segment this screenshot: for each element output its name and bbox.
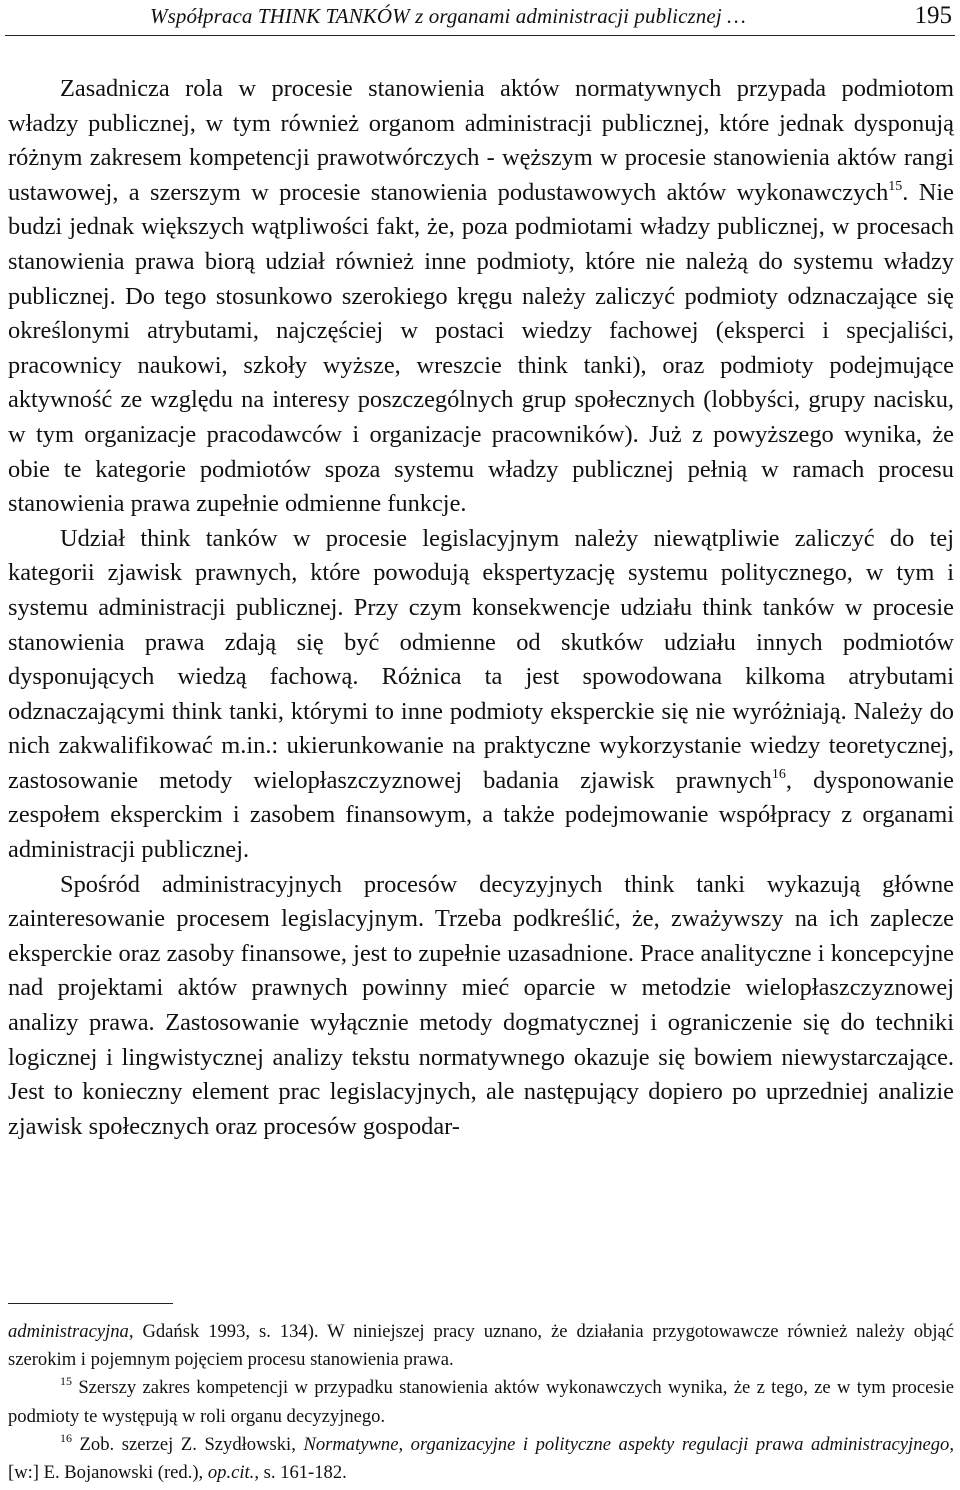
footnote-16-text-a: Zob. szerzej Z. Szydłowski, (72, 1433, 304, 1455)
footnote-continuation (8, 1318, 954, 1374)
main-text (8, 72, 954, 1144)
footnote-16-title: Normatywne, organizacyjne i polityczne aspekty regulacji prawa administracyjnego, (303, 1433, 954, 1455)
footnote-15 (8, 1374, 954, 1430)
footnote-ref-15[interactable]: 15 (888, 178, 903, 194)
paragraph-2-text-a: Udział think tanków w procesie legislacyjnym należy niewątpliwie zaliczyć do tej kategorii zjawisk prawnych, które powodują ekspertyzację systemu politycznego, w tym i systemu administracji publicznej. Przy czym konsekwencje udziału think tanków w procesie stanowienia prawa zdają się być odmienne od skutków udziału innych podmiotów dysponujących wiedzą fachową. Różnica ta jest spowodowana kilkoma atrybutami odznaczającymi think tanki, którymi to inne podmioty eksperckie się nie wyróżniają. Należy do nich zakwalifikować m.in.: ukierunkowanie na praktyczne wykorzystanie wiedzy teoretycznej, zastosowanie metody wielopłaszczyznowej badania zjawisk prawnych (8, 524, 954, 794)
footnote-15-text: Szerszy zakres kompetencji w przypadku stanowienia aktów wykonawczych wynika, że z tego, ze w tym procesie podmioty te występują w roli organu decyzyjnego. (8, 1377, 954, 1427)
paragraph-1 (8, 72, 954, 522)
header-rule (5, 35, 955, 36)
footnote-separator (8, 1303, 173, 1304)
paragraph-3: Spośród administracyjnych procesów decyzyjnych think tanki wykazują główne zainteresowanie procesem legislacyjnym. Trzeba podkreślić, że, zważywszy na ich zaplecze eksperckie oraz zasoby finansowe, jest to zupełnie uzasadnione. Prace analityczne i koncepcyjne nad projektami aktów prawnych powinny mieć oparcie w metodzie wielopłaszczyznowej analizy prawa. Zastosowanie wyłącznie metody dogmatycznej i ograniczenie się do techniki logicznej i lingwistycznej analizy tekstu normatywnego okazuje się bowiem niewystarczające. Jest to konieczny element prac legislacyjnych, ale następujący dopiero po uprzedniej analizie zjawisk społecznych oraz procesów gospodar- (8, 870, 954, 1140)
running-header (0, 0, 960, 38)
footnote-ref-16[interactable]: 16 (771, 766, 786, 782)
footnote-continuation-italic: administracyjna, (8, 1321, 134, 1342)
footnote-16-number: 16 (60, 1430, 72, 1445)
footnote-16-text-b: [w:] E. Bojanowski (red.), (8, 1462, 208, 1484)
footnote-16-text-c: , s. 161-182. (254, 1462, 347, 1484)
paragraph-2 (8, 522, 954, 868)
running-title: Współpraca THINK TANKÓW z organami administracji publicznej … (150, 4, 746, 28)
paragraph-1-text-b: . Nie budzi jednak większych wątpliwości fakt, że, poza podmiotami władzy publicznej, w procesach stanowienia prawa biorą udział również inne podmioty, które nie należą do systemu władzy publicznej. Do tego stosunkowo szerokiego kręgu należy zaliczyć podmioty odznaczające się określonymi atrybutami, najczęściej w postaci wiedzy fachowej (eksperci i specjaliści, pracownicy naukowi, szkoły wyższe, wreszcie think tanki), oraz podmioty podejmujące aktywność ze względu na interesy poszczególnych grup społecznych (lobbyści, grupy nacisku, w tym organizacje pracodawców i organizacje pracowników). Już z powyższego wynika, że obie te kategorie podmiotów spoza systemu władzy publicznej pełnią w ramach procesu stanowienia prawa zupełnie odmienne funkcje. (8, 178, 954, 518)
footnote-16-opcit: op.cit. (207, 1462, 255, 1484)
paragraph-2-text-b: , dysponowanie zespołem eksperckim i zasobem finansowym, a także podejmowanie współpracy z organami administracji publicznej. (8, 766, 954, 864)
footnote-16 (8, 1431, 954, 1487)
footnote-continuation-text: Gdańsk 1993, s. 134). W niniejszej pracy uznano, że działania przygotowawcze również należy objąć szerokim i pojemnym pojęciem procesu stanowienia prawa. (8, 1321, 954, 1371)
paragraph-1-text-a: Zasadnicza rola w procesie stanowienia aktów normatywnych przypada podmiotom władzy publicznej, w tym również organom administracji publicznej, które jednak dysponują różnym zakresem kompetencji prawotwórczych - węższym w procesie stanowienia aktów rangi ustawowej, a szerszym w procesie stanowienia podustawowych aktów wykonawczych (8, 75, 954, 206)
page-number: 195 (914, 2, 952, 29)
footnotes (8, 1318, 954, 1487)
footnote-15-number: 15 (60, 1374, 72, 1389)
